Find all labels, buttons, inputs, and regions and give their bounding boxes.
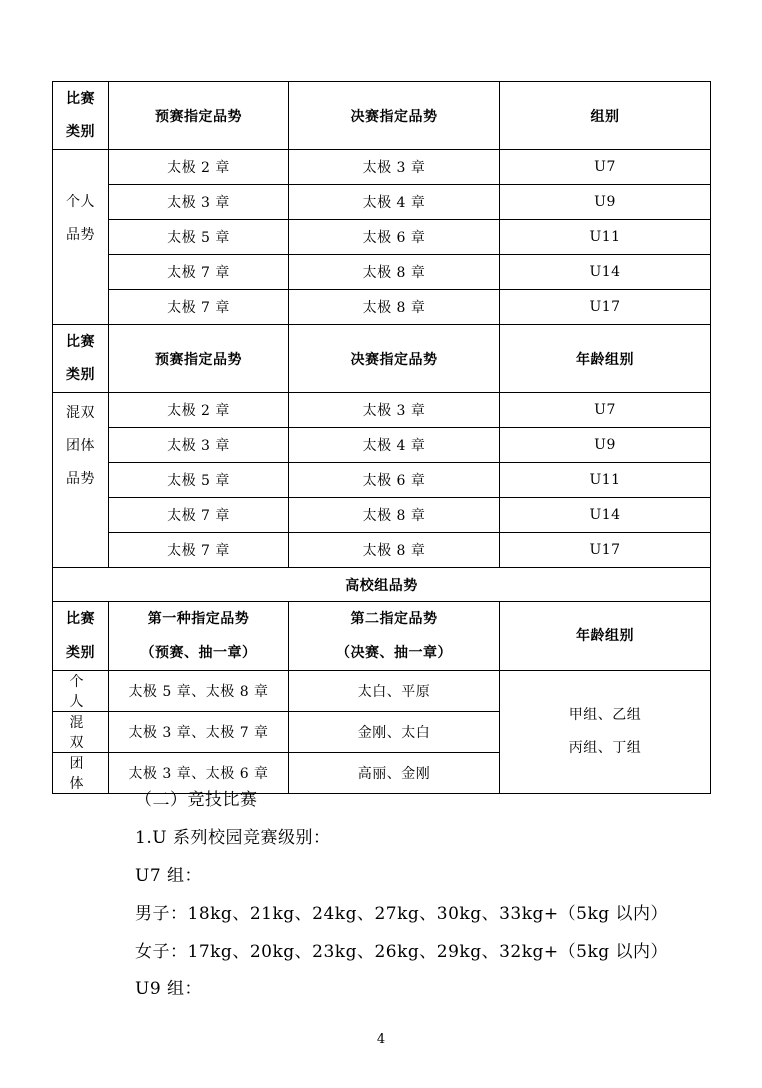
competition-table xyxy=(52,81,711,794)
table-cell: 太白、平原 xyxy=(289,671,500,712)
table-cell: U9 xyxy=(500,185,711,220)
header-prelim: 预赛指定品势 xyxy=(109,82,289,150)
table-cell: 金刚、太白 xyxy=(289,712,500,753)
table-cell: U7 xyxy=(500,150,711,185)
u7-heading: U7 组： xyxy=(135,866,203,886)
table-cell: U11 xyxy=(500,220,711,255)
table-row xyxy=(53,428,711,463)
header-age-group: 年龄组别 xyxy=(500,325,711,393)
table-cell: 太极 7 章 xyxy=(109,533,289,568)
item-heading: 1.U 系列校园竞赛级别： xyxy=(135,828,331,848)
table-cell: 太极 4 章 xyxy=(289,428,500,463)
header-age-group: 年龄组别 xyxy=(500,602,711,671)
section-title-row xyxy=(53,568,711,602)
table-row xyxy=(53,393,711,428)
table-cell: 太极 2 章 xyxy=(109,150,289,185)
table-header-row xyxy=(53,325,711,393)
table-cell: 太极 4 章 xyxy=(289,185,500,220)
table-header-row xyxy=(53,602,711,671)
table-cell: 太极 3 章 xyxy=(289,150,500,185)
table-cell: U11 xyxy=(500,463,711,498)
table-cell: 太极 7 章 xyxy=(109,498,289,533)
table-cell: 太极 7 章 xyxy=(109,255,289,290)
table-cell: U7 xyxy=(500,393,711,428)
header-group: 组别 xyxy=(500,82,711,150)
table-cell: 太极 8 章 xyxy=(289,255,500,290)
table-cell: U17 xyxy=(500,290,711,325)
table-row xyxy=(53,498,711,533)
table-row xyxy=(53,255,711,290)
table-row xyxy=(53,463,711,498)
header-prelim: 预赛指定品势 xyxy=(109,325,289,393)
header-final: 决赛指定品势 xyxy=(289,82,500,150)
table-cell: 太极 7 章 xyxy=(109,290,289,325)
table-cell: 太极 3 章、太极 7 章 xyxy=(109,712,289,753)
category-cell: 混 双 xyxy=(53,712,109,753)
table-cell: U9 xyxy=(500,428,711,463)
table-cell: 太极 2 章 xyxy=(109,393,289,428)
table-cell: 太极 3 章、太极 6 章 xyxy=(109,753,289,794)
header-category: 比赛 类别 xyxy=(53,325,109,393)
section-heading: （二）竞技比赛 xyxy=(135,790,258,810)
table-cell: 太极 3 章 xyxy=(109,185,289,220)
category-cell: 团 体 xyxy=(53,753,109,794)
table-cell: 太极 3 章 xyxy=(289,393,500,428)
page-number: 4 xyxy=(376,1032,386,1047)
category-individual: 个人 品势 xyxy=(53,150,109,325)
table-cell: 太极 5 章、太极 8 章 xyxy=(109,671,289,712)
table-row xyxy=(53,290,711,325)
table-cell: 太极 8 章 xyxy=(289,533,500,568)
table-cell: U14 xyxy=(500,498,711,533)
table-cell: 太极 8 章 xyxy=(289,290,500,325)
u9-heading: U9 组： xyxy=(135,979,203,999)
male-weights: 男子：18kg、21kg、24kg、27kg、30kg、33kg+（5kg 以内） xyxy=(135,904,669,924)
section-title-university: 高校组品势 xyxy=(53,568,711,602)
table-cell: 高丽、金刚 xyxy=(289,753,500,794)
table-cell: 太极 6 章 xyxy=(289,220,500,255)
table-row xyxy=(53,185,711,220)
header-category: 比赛 类别 xyxy=(53,82,109,150)
age-groups-cell: 甲组、乙组 丙组、丁组 xyxy=(500,671,711,794)
table-cell: U14 xyxy=(500,255,711,290)
table-cell: 太极 8 章 xyxy=(289,498,500,533)
table-header-row xyxy=(53,82,711,150)
header-category: 比赛 类别 xyxy=(53,602,109,671)
table-cell: 太极 6 章 xyxy=(289,463,500,498)
table-row xyxy=(53,220,711,255)
table-cell: 太极 5 章 xyxy=(109,220,289,255)
table-row xyxy=(53,671,711,712)
table-row xyxy=(53,533,711,568)
header-final: 决赛指定品势 xyxy=(289,325,500,393)
category-mixed-team: 混双 团体 品势 xyxy=(53,393,109,568)
table-cell: 太极 5 章 xyxy=(109,463,289,498)
table-cell: 太极 3 章 xyxy=(109,428,289,463)
table-row xyxy=(53,150,711,185)
table-cell: U17 xyxy=(500,533,711,568)
female-weights: 女子：17kg、20kg、23kg、26kg、29kg、32kg+（5kg 以内） xyxy=(135,942,669,962)
header-second-form: 第二指定品势 （决赛、抽一章） xyxy=(289,602,500,671)
header-first-form: 第一种指定品势 （预赛、抽一章） xyxy=(109,602,289,671)
category-cell: 个 人 xyxy=(53,671,109,712)
